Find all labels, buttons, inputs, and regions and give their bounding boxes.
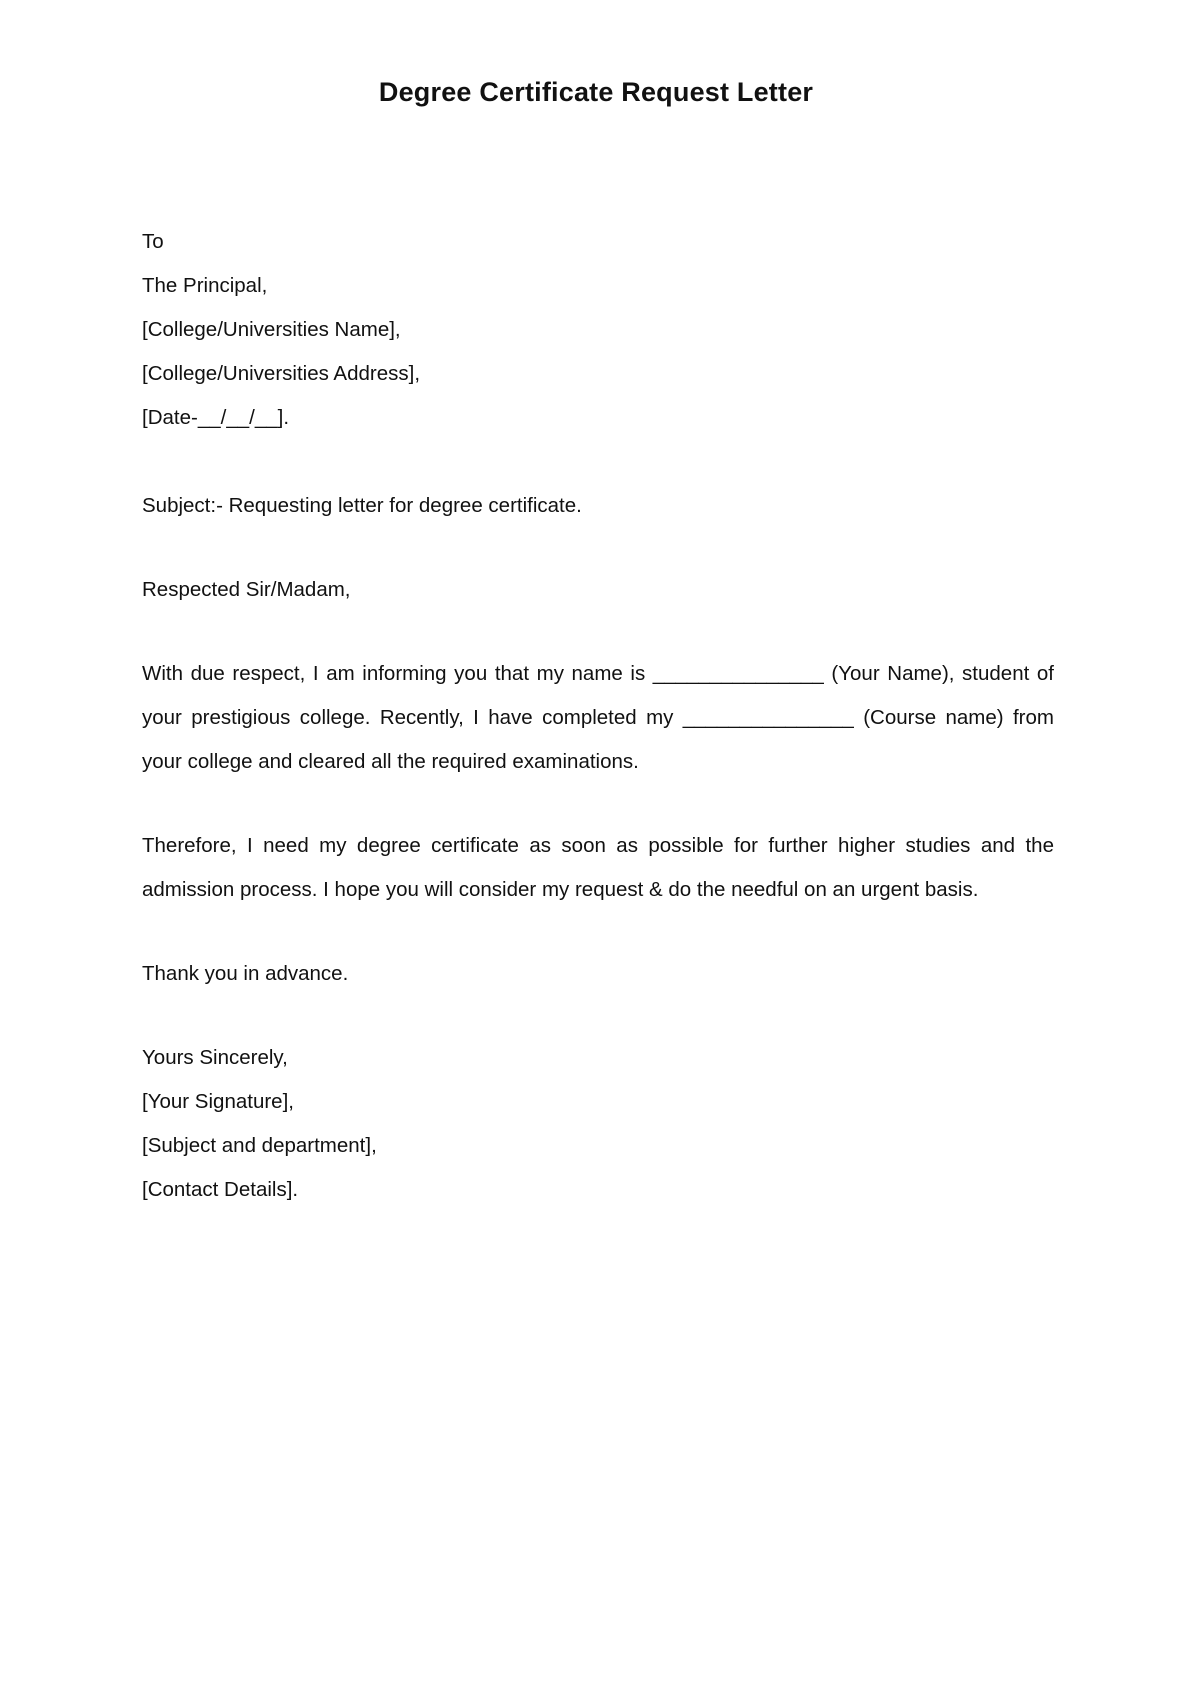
recipient-line-college-address: [College/Universities Address], [142,362,421,385]
document-title: Degree Certificate Request Letter [378,77,814,107]
body-paragraph-1: With due respect, I am informing you that my name is _______________ (Your Name), student of your prestigious college. Recently, I have completed my _______________ (Course name) from your college and cleared all the required examinations. [142,662,1054,773]
recipient-line-to: To [142,230,164,253]
closing-block [142,1036,1054,1212]
closing-line-department: [Subject and department], [142,1134,377,1157]
subject-line: Subject:- Requesting letter for degree certificate. [142,494,582,517]
thanks-line: Thank you in advance. [142,962,349,985]
body-paragraph-2: Therefore, I need my degree certificate as soon as possible for further higher studies and the admission process. I hope you will consider my request & do the needful on an urgent basis. [142,834,1054,901]
recipient-line-college-name: [College/Universities Name], [142,318,401,341]
recipient-line-principal: The Principal, [142,274,268,297]
recipient-line-date: [Date-__/__/__]. [142,406,290,429]
salutation: Respected Sir/Madam, [142,578,351,601]
closing-line-contact: [Contact Details]. [142,1178,299,1201]
closing-line-signature: [Your Signature], [142,1090,294,1113]
closing-line-sincerely: Yours Sincerely, [142,1046,288,1069]
recipient-address-block [142,220,1054,440]
